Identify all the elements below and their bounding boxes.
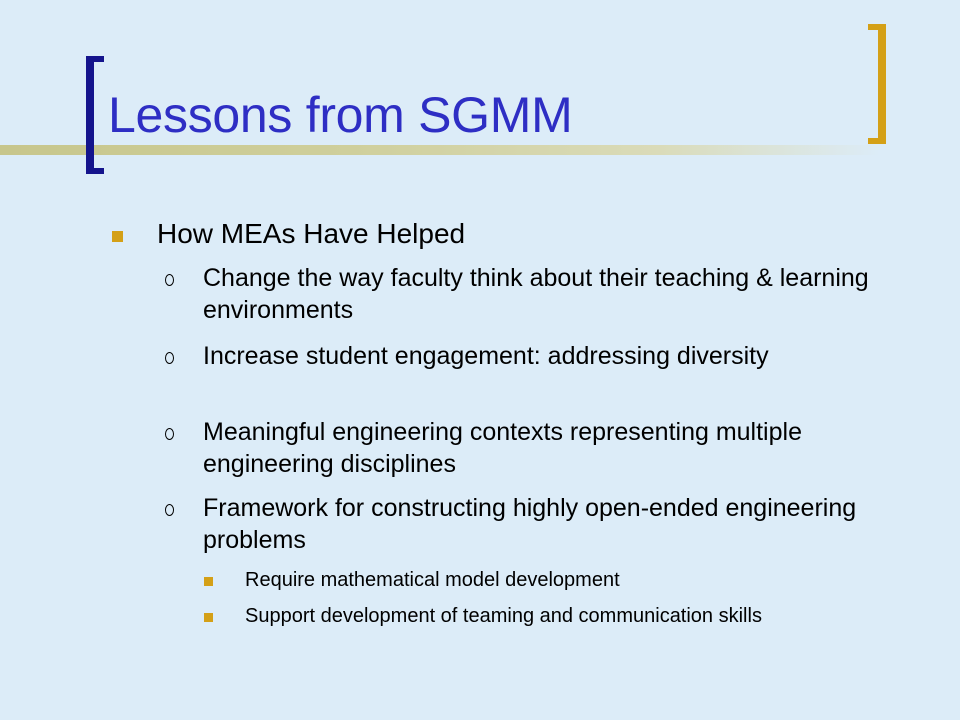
sub-sub-bullet-item <box>245 566 885 594</box>
square-bullet-icon <box>204 613 213 622</box>
sub-sub-bullet-text: Require mathematical model development <box>245 569 620 591</box>
slide-title: Lessons from SGMM <box>108 87 573 143</box>
circle-bullet-icon <box>165 428 174 440</box>
sub-bullet-text: Increase student engagement: addressing diversity <box>203 342 769 370</box>
sub-bullet-item <box>203 416 883 480</box>
sub-bullet-text: Framework for constructing highly open-ended engineering problems <box>203 494 857 554</box>
sub-bullet-item <box>203 340 883 372</box>
circle-bullet-icon <box>165 274 174 286</box>
sub-bullet-text: Change the way faculty think about their teaching & learning environments <box>203 264 869 324</box>
square-bullet-icon <box>112 231 123 242</box>
square-bullet-icon <box>204 577 213 586</box>
bullet-text: How MEAs Have Helped <box>157 218 466 249</box>
sub-bullet-item <box>203 262 883 326</box>
sub-bullet-item <box>203 492 883 556</box>
sub-sub-bullet-item <box>245 602 885 630</box>
bullet-item <box>157 216 465 252</box>
circle-bullet-icon <box>165 504 174 516</box>
circle-bullet-icon <box>165 352 174 364</box>
sub-bullet-text: Meaningful engineering contexts representing multiple engineering disciplines <box>203 418 802 478</box>
sub-sub-bullet-text: Support development of teaming and communication skills <box>245 605 762 627</box>
